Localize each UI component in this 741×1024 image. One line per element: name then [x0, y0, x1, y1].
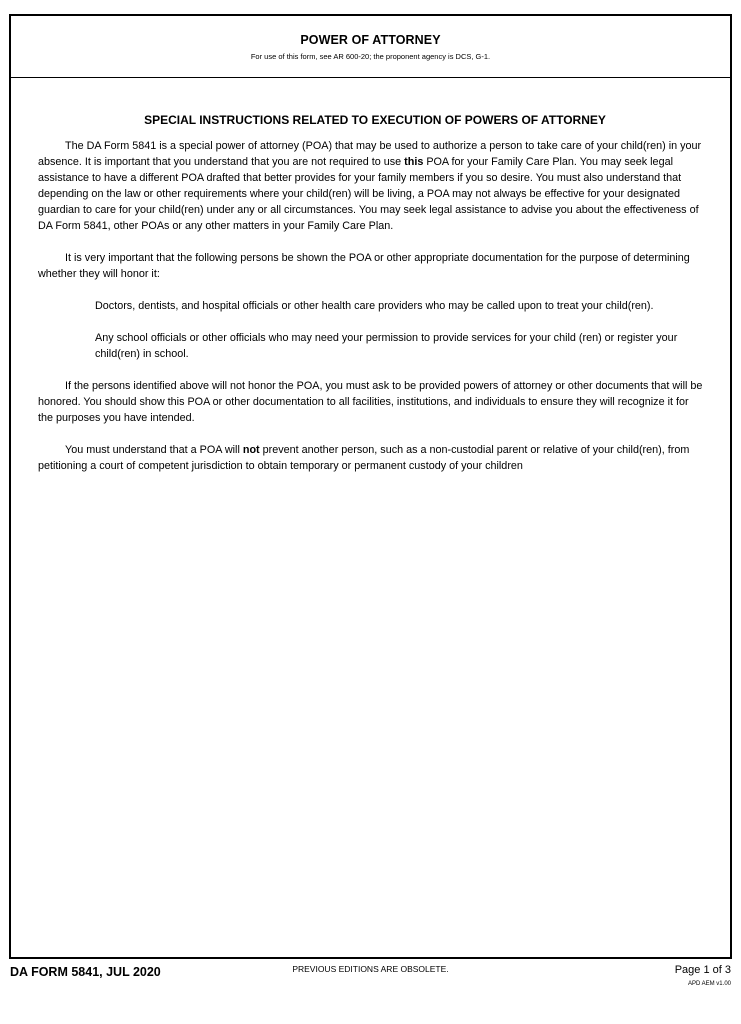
form-subtitle: For use of this form, see AR 600-20; the proponent agency is DCS, G-1. — [250, 52, 491, 61]
paragraph-custody — [38, 442, 704, 474]
paragraph-school-officials: Any school officials or other officials who may need your permission to provide services for your child (ren) or register your child(ren) in school. — [95, 332, 678, 360]
footer-page-number: Page 1 of 3 — [674, 964, 731, 976]
paragraph-not-honored: If the persons identified above will not honor the POA, you must ask to be provided powers of attorney or other documents that will be honored. You should show this POA or other documentation to all facilities, institutions, and individuals to ensure they will recognize it for the purposes you have intended. — [38, 380, 703, 424]
paragraph-intro — [38, 138, 704, 234]
paragraph-importance: It is very important that the following persons be shown the POA or other appropriate documentation for the purpose of determining whether they will honor it: — [38, 252, 690, 280]
paragraph-custody-bold: not — [242, 444, 260, 456]
paragraph-intro-text-a: The DA Form 5841 is a special power of attorney (POA) that may be used to authorize a person to take care of your child(ren) in your absence. It is important that you understand that you are not required to use — [38, 140, 702, 168]
form-header — [11, 16, 730, 78]
paragraph-intro-text-b: POA for your Family Care Plan. You may seek legal assistance to have a different POA drafted that better provides for your family members if you so desire. You must also understand that depending on the law or other requirements where your child(ren) will be living, a POA may not always be effective for your designated guardian to care for your child(ren) under any or all circumstances. You may seek legal assistance to advise you about the effectiveness of DA Form 5841, other POAs or any other matters in your Family Care Plan. — [38, 156, 699, 232]
paragraph-custody-text-b: prevent another person, such as a non-custodial parent or relative of your child(ren), from petitioning a court of competent jurisdiction to obtain temporary or permanent custody of your children — [38, 444, 690, 472]
form-frame — [9, 14, 732, 959]
section-title: SPECIAL INSTRUCTIONS RELATED TO EXECUTION OF POWERS OF ATTORNEY — [144, 113, 606, 127]
paragraph-health-providers: Doctors, dentists, and hospital officials or other health care providers who may be called upon to treat your child(ren). — [95, 300, 654, 312]
footer-notice: PREVIOUS EDITIONS ARE OBSOLETE. — [292, 964, 449, 974]
footer-version: APD AEM v1.00 — [687, 981, 731, 987]
footer-form-id: DA FORM 5841, JUL 2020 — [10, 965, 161, 979]
paragraph-custody-text-a: You must understand that a POA will — [65, 444, 243, 456]
instructions-body — [11, 112, 730, 474]
paragraph-intro-bold: this — [404, 156, 424, 168]
form-title: POWER OF ATTORNEY — [300, 33, 441, 47]
